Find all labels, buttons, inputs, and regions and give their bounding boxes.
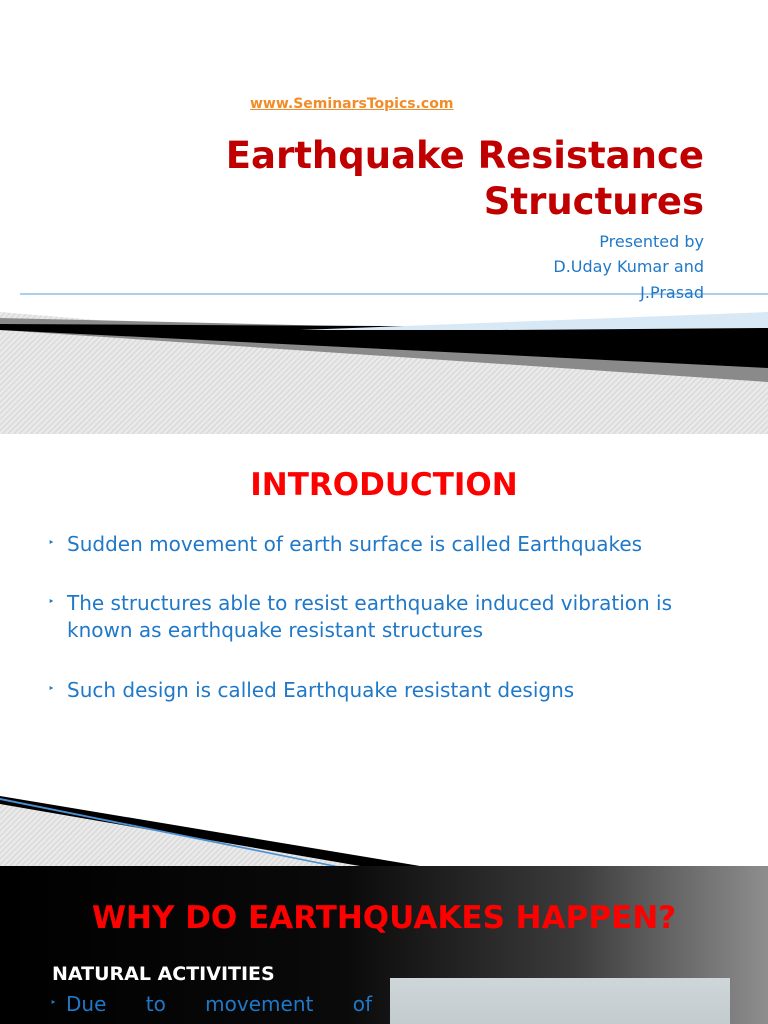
natural-activities-heading: NATURAL ACTIVITIES — [52, 963, 275, 985]
bullet-text: The structures able to resist earthquake induced vibration is known as earthquake resistant structures — [67, 591, 673, 642]
bullet-text: Sudden movement of earth surface is called Earthquakes — [67, 532, 643, 556]
bullet-text: Due to movement of — [66, 992, 372, 1016]
introduction-heading: INTRODUCTION — [250, 467, 518, 503]
triangle-bullet-icon: ‣ — [48, 536, 55, 549]
title-slide — [0, 0, 768, 434]
bullet-item — [50, 991, 372, 1018]
presenter-line-1: Presented by — [599, 232, 704, 251]
triangle-bullet-icon: ‣ — [50, 996, 57, 1009]
why-earthquakes-slide — [0, 866, 768, 1024]
bullet-item — [48, 677, 738, 704]
title-line-2: Structures — [483, 180, 704, 223]
bullet-text: Such design is called Earthquake resistant designs — [67, 678, 575, 702]
triangle-bullet-icon: ‣ — [48, 682, 55, 695]
why-earthquakes-heading: WHY DO EARTHQUAKES HAPPEN? — [91, 900, 677, 936]
presenter-line-3: J.Prasad — [640, 283, 704, 302]
triangle-bullet-icon: ‣ — [48, 595, 55, 608]
title-line-1: Earthquake Resistance — [225, 134, 704, 177]
bullet-item — [48, 531, 738, 558]
bullet-item — [48, 590, 738, 644]
seminars-topics-link[interactable]: www.SeminarsTopics.com — [250, 96, 454, 112]
presenter-line-2: D.Uday Kumar and — [553, 257, 704, 276]
earthquake-photo — [390, 978, 730, 1024]
introduction-slide — [0, 434, 768, 866]
